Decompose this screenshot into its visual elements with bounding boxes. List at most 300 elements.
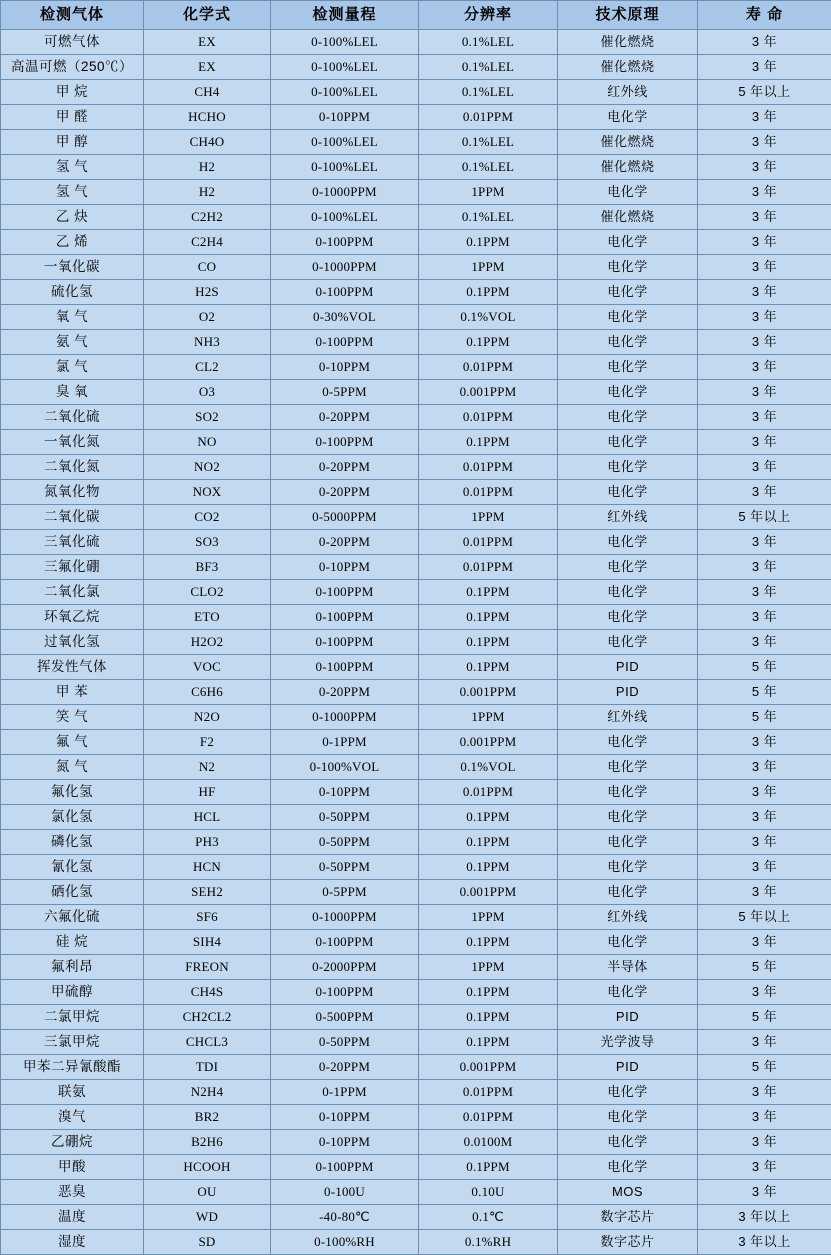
cell-lifetime: 5 年 [698,1005,831,1030]
cell-range: 0-1000PPM [271,905,419,930]
table-row [1,580,831,605]
table-row [1,830,831,855]
table-row [1,730,831,755]
table-row [1,230,831,255]
cell-formula: C2H4 [144,230,271,255]
cell-principle: 电化学 [558,755,698,780]
cell-formula: H2O2 [144,630,271,655]
cell-lifetime: 5 年 [698,705,831,730]
cell-formula: CLO2 [144,580,271,605]
table-row [1,705,831,730]
cell-range: 0-10PPM [271,105,419,130]
cell-formula: WD [144,1205,271,1230]
cell-formula: SD [144,1230,271,1255]
cell-range: 0-500PPM [271,1005,419,1030]
cell-principle: 电化学 [558,405,698,430]
table-row [1,555,831,580]
cell-resolution: 1PPM [419,955,558,980]
cell-range: 0-5PPM [271,880,419,905]
cell-range: 0-20PPM [271,480,419,505]
table-row [1,530,831,555]
table-row [1,1055,831,1080]
cell-resolution: 0.1PPM [419,830,558,855]
cell-resolution: 0.01PPM [419,480,558,505]
cell-formula: NO [144,430,271,455]
cell-formula: SIH4 [144,930,271,955]
cell-resolution: 0.01PPM [419,780,558,805]
cell-resolution: 0.01PPM [419,555,558,580]
cell-formula: C2H2 [144,205,271,230]
cell-formula: BR2 [144,1105,271,1130]
cell-lifetime: 3 年 [698,130,831,155]
cell-formula: NH3 [144,330,271,355]
cell-lifetime: 3 年 [698,780,831,805]
cell-resolution: 0.1PPM [419,980,558,1005]
cell-lifetime: 3 年 [698,930,831,955]
cell-formula: CO [144,255,271,280]
cell-principle: 电化学 [558,930,698,955]
cell-principle: 电化学 [558,280,698,305]
cell-gas: 高温可燃（250℃） [1,55,144,80]
cell-range: 0-100%LEL [271,155,419,180]
cell-principle: 电化学 [558,430,698,455]
cell-range: 0-100%LEL [271,30,419,55]
cell-gas: 六氟化硫 [1,905,144,930]
cell-gas: 甲 醇 [1,130,144,155]
cell-principle: 电化学 [558,255,698,280]
cell-gas: 氮氧化物 [1,480,144,505]
cell-resolution: 0.1PPM [419,655,558,680]
cell-resolution: 0.1PPM [419,230,558,255]
cell-formula: H2S [144,280,271,305]
cell-range: 0-100%VOL [271,755,419,780]
table-row [1,455,831,480]
cell-principle: 半导体 [558,955,698,980]
table-row [1,630,831,655]
cell-lifetime: 3 年 [698,1105,831,1130]
cell-formula: PH3 [144,830,271,855]
cell-resolution: 0.1%LEL [419,80,558,105]
cell-gas: 二氯甲烷 [1,1005,144,1030]
table-row [1,1180,831,1205]
cell-lifetime: 5 年以上 [698,505,831,530]
cell-lifetime: 3 年 [698,1180,831,1205]
cell-lifetime: 5 年 [698,655,831,680]
cell-gas: 乙硼烷 [1,1130,144,1155]
cell-resolution: 0.1℃ [419,1205,558,1230]
cell-lifetime: 3 年 [698,30,831,55]
cell-principle: 电化学 [558,880,698,905]
cell-resolution: 1PPM [419,905,558,930]
cell-lifetime: 3 年 [698,830,831,855]
cell-lifetime: 3 年以上 [698,1205,831,1230]
cell-lifetime: 3 年 [698,205,831,230]
cell-principle: 电化学 [558,830,698,855]
cell-formula: EX [144,55,271,80]
cell-range: 0-100%RH [271,1230,419,1255]
table-row [1,255,831,280]
table-row [1,1005,831,1030]
table-row [1,355,831,380]
cell-principle: 数字芯片 [558,1230,698,1255]
cell-formula: CL2 [144,355,271,380]
cell-formula: SO2 [144,405,271,430]
cell-resolution: 0.1PPM [419,580,558,605]
cell-resolution: 0.01PPM [419,355,558,380]
cell-resolution: 0.1%LEL [419,205,558,230]
cell-range: 0-100%LEL [271,205,419,230]
cell-formula: CO2 [144,505,271,530]
cell-gas: 联氨 [1,1080,144,1105]
table-row [1,380,831,405]
cell-principle: 数字芯片 [558,1205,698,1230]
cell-range: 0-20PPM [271,405,419,430]
cell-resolution: 1PPM [419,180,558,205]
cell-resolution: 0.01PPM [419,1080,558,1105]
cell-formula: OU [144,1180,271,1205]
cell-range: 0-100%LEL [271,130,419,155]
cell-gas: 硒化氢 [1,880,144,905]
table-row [1,205,831,230]
cell-lifetime: 5 年 [698,955,831,980]
cell-resolution: 0.001PPM [419,730,558,755]
cell-resolution: 0.001PPM [419,1055,558,1080]
table-row [1,930,831,955]
table-row [1,880,831,905]
cell-lifetime: 3 年 [698,1130,831,1155]
cell-gas: 乙 烯 [1,230,144,255]
cell-formula: BF3 [144,555,271,580]
cell-range: 0-50PPM [271,855,419,880]
cell-principle: 催化燃烧 [558,30,698,55]
cell-range: 0-10PPM [271,780,419,805]
cell-resolution: 1PPM [419,705,558,730]
cell-lifetime: 3 年 [698,230,831,255]
cell-resolution: 0.1PPM [419,1005,558,1030]
cell-range: 0-1PPM [271,1080,419,1105]
cell-range: 0-20PPM [271,530,419,555]
cell-gas: 氟化氢 [1,780,144,805]
table-row [1,480,831,505]
cell-range: 0-100PPM [271,930,419,955]
cell-resolution: 0.1PPM [419,930,558,955]
cell-range: 0-100PPM [271,330,419,355]
cell-range: 0-100%LEL [271,80,419,105]
cell-resolution: 0.10U [419,1180,558,1205]
cell-resolution: 1PPM [419,505,558,530]
cell-resolution: 0.1%LEL [419,55,558,80]
cell-gas: 氯 气 [1,355,144,380]
table-row [1,505,831,530]
cell-formula: H2 [144,180,271,205]
cell-resolution: 0.1PPM [419,330,558,355]
cell-range: 0-100U [271,1180,419,1205]
cell-gas: 一氧化碳 [1,255,144,280]
cell-lifetime: 3 年 [698,430,831,455]
table-header-row [1,1,831,30]
table-row [1,330,831,355]
cell-principle: 电化学 [558,1155,698,1180]
cell-lifetime: 3 年 [698,255,831,280]
cell-range: 0-100PPM [271,230,419,255]
cell-principle: 电化学 [558,380,698,405]
table-row [1,30,831,55]
cell-principle: 电化学 [558,630,698,655]
table-row [1,305,831,330]
cell-lifetime: 5 年 [698,1055,831,1080]
cell-formula: N2 [144,755,271,780]
cell-lifetime: 3 年 [698,1030,831,1055]
cell-principle: 电化学 [558,805,698,830]
cell-formula: F2 [144,730,271,755]
cell-lifetime: 3 年 [698,380,831,405]
cell-principle: 电化学 [558,855,698,880]
cell-lifetime: 3 年 [698,405,831,430]
table-row [1,855,831,880]
cell-lifetime: 3 年 [698,530,831,555]
cell-resolution: 0.1PPM [419,805,558,830]
cell-formula: O2 [144,305,271,330]
cell-resolution: 0.01PPM [419,405,558,430]
cell-lifetime: 3 年 [698,105,831,130]
cell-resolution: 0.001PPM [419,380,558,405]
table-row [1,430,831,455]
cell-formula: TDI [144,1055,271,1080]
cell-principle: 电化学 [558,530,698,555]
cell-gas: 可燃气体 [1,30,144,55]
cell-lifetime: 3 年 [698,330,831,355]
cell-formula: CH4O [144,130,271,155]
cell-resolution: 0.1PPM [419,605,558,630]
cell-resolution: 0.1%VOL [419,305,558,330]
cell-gas: 溴气 [1,1105,144,1130]
cell-formula: NOX [144,480,271,505]
cell-principle: 电化学 [558,455,698,480]
cell-lifetime: 3 年 [698,1080,831,1105]
cell-gas: 臭 氧 [1,380,144,405]
cell-resolution: 0.1%VOL [419,755,558,780]
cell-resolution: 0.1%RH [419,1230,558,1255]
cell-gas: 笑 气 [1,705,144,730]
cell-lifetime: 3 年 [698,555,831,580]
cell-principle: PID [558,655,698,680]
cell-principle: 电化学 [558,180,698,205]
cell-range: 0-1000PPM [271,255,419,280]
cell-principle: 红外线 [558,705,698,730]
table-row [1,680,831,705]
cell-gas: 温度 [1,1205,144,1230]
cell-range: 0-30%VOL [271,305,419,330]
table-row [1,1230,831,1255]
cell-formula: NO2 [144,455,271,480]
cell-gas: 二氧化氯 [1,580,144,605]
cell-formula: HCL [144,805,271,830]
cell-resolution: 0.1PPM [419,430,558,455]
cell-gas: 甲苯二异氰酸酯 [1,1055,144,1080]
cell-gas: 二氧化氮 [1,455,144,480]
cell-principle: 电化学 [558,555,698,580]
cell-principle: 电化学 [558,580,698,605]
cell-resolution: 0.0100M [419,1130,558,1155]
cell-principle: 催化燃烧 [558,155,698,180]
cell-resolution: 0.1%LEL [419,155,558,180]
cell-formula: SEH2 [144,880,271,905]
cell-gas: 氢 气 [1,180,144,205]
table-row [1,1105,831,1130]
cell-resolution: 0.01PPM [419,455,558,480]
cell-formula: CH4 [144,80,271,105]
cell-lifetime: 3 年 [698,805,831,830]
table-row [1,105,831,130]
cell-lifetime: 5 年以上 [698,80,831,105]
table-row [1,1155,831,1180]
cell-lifetime: 3 年 [698,880,831,905]
cell-gas: 氮 气 [1,755,144,780]
cell-formula: VOC [144,655,271,680]
cell-gas: 甲 苯 [1,680,144,705]
cell-formula: EX [144,30,271,55]
cell-gas: 乙 炔 [1,205,144,230]
column-header-resolution: 分辨率 [419,1,558,30]
cell-lifetime: 3 年以上 [698,1230,831,1255]
cell-range: 0-100PPM [271,580,419,605]
cell-gas: 硅 烷 [1,930,144,955]
cell-range: 0-5000PPM [271,505,419,530]
cell-gas: 挥发性气体 [1,655,144,680]
cell-lifetime: 3 年 [698,305,831,330]
cell-principle: 光学波导 [558,1030,698,1055]
cell-range: 0-1000PPM [271,180,419,205]
table-row [1,130,831,155]
cell-lifetime: 5 年 [698,680,831,705]
cell-principle: 红外线 [558,905,698,930]
table-row [1,980,831,1005]
cell-gas: 氨 气 [1,330,144,355]
cell-formula: CH2CL2 [144,1005,271,1030]
cell-resolution: 0.01PPM [419,1105,558,1130]
table-body [1,30,831,1255]
cell-formula: CH4S [144,980,271,1005]
cell-principle: 电化学 [558,230,698,255]
cell-lifetime: 3 年 [698,480,831,505]
cell-formula: ETO [144,605,271,630]
cell-principle: 电化学 [558,780,698,805]
cell-lifetime: 3 年 [698,580,831,605]
cell-lifetime: 3 年 [698,155,831,180]
cell-principle: 电化学 [558,1130,698,1155]
cell-formula: N2H4 [144,1080,271,1105]
cell-resolution: 0.01PPM [419,105,558,130]
cell-range: 0-2000PPM [271,955,419,980]
cell-lifetime: 3 年 [698,355,831,380]
cell-range: 0-100PPM [271,655,419,680]
cell-formula: FREON [144,955,271,980]
cell-gas: 恶臭 [1,1180,144,1205]
cell-range: 0-1000PPM [271,705,419,730]
cell-principle: 电化学 [558,730,698,755]
table-row [1,905,831,930]
table-row [1,605,831,630]
cell-principle: PID [558,1055,698,1080]
table-row [1,1030,831,1055]
cell-formula: CHCL3 [144,1030,271,1055]
cell-principle: MOS [558,1180,698,1205]
cell-range: 0-1PPM [271,730,419,755]
cell-principle: 催化燃烧 [558,55,698,80]
cell-formula: HCHO [144,105,271,130]
cell-gas: 甲酸 [1,1155,144,1180]
cell-formula: B2H6 [144,1130,271,1155]
column-header-range: 检测量程 [271,1,419,30]
table-row [1,180,831,205]
cell-gas: 甲 烷 [1,80,144,105]
cell-formula: HCN [144,855,271,880]
cell-lifetime: 5 年以上 [698,905,831,930]
cell-range: 0-5PPM [271,380,419,405]
cell-principle: 红外线 [558,80,698,105]
cell-formula: N2O [144,705,271,730]
table-row [1,1080,831,1105]
column-header-formula: 化学式 [144,1,271,30]
cell-formula: C6H6 [144,680,271,705]
cell-range: 0-10PPM [271,1130,419,1155]
cell-gas: 甲硫醇 [1,980,144,1005]
cell-resolution: 0.1PPM [419,855,558,880]
cell-resolution: 0.1PPM [419,1030,558,1055]
cell-range: 0-10PPM [271,355,419,380]
table-row [1,955,831,980]
cell-range: 0-20PPM [271,680,419,705]
cell-gas: 三氟化硼 [1,555,144,580]
cell-gas: 二氧化硫 [1,405,144,430]
cell-principle: PID [558,1005,698,1030]
cell-lifetime: 3 年 [698,755,831,780]
cell-range: 0-20PPM [271,455,419,480]
table-row [1,1130,831,1155]
cell-gas: 氢 气 [1,155,144,180]
cell-range: 0-10PPM [271,1105,419,1130]
table-row [1,755,831,780]
cell-resolution: 0.1PPM [419,630,558,655]
cell-principle: 电化学 [558,1105,698,1130]
cell-principle: 电化学 [558,305,698,330]
cell-formula: SF6 [144,905,271,930]
cell-range: -40-80℃ [271,1205,419,1230]
cell-gas: 二氧化碳 [1,505,144,530]
cell-lifetime: 3 年 [698,855,831,880]
table-row [1,780,831,805]
cell-range: 0-20PPM [271,1055,419,1080]
cell-principle: 催化燃烧 [558,130,698,155]
cell-resolution: 1PPM [419,255,558,280]
cell-principle: 电化学 [558,105,698,130]
cell-lifetime: 3 年 [698,280,831,305]
cell-principle: 电化学 [558,605,698,630]
cell-range: 0-50PPM [271,830,419,855]
cell-gas: 氟利昂 [1,955,144,980]
cell-gas: 三氧化硫 [1,530,144,555]
cell-formula: SO3 [144,530,271,555]
table-row [1,55,831,80]
cell-gas: 氯化氢 [1,805,144,830]
cell-range: 0-100PPM [271,605,419,630]
cell-resolution: 0.001PPM [419,880,558,905]
cell-gas: 氟 气 [1,730,144,755]
column-header-lifetime: 寿 命 [698,1,831,30]
cell-gas: 甲 醛 [1,105,144,130]
cell-gas: 硫化氢 [1,280,144,305]
cell-gas: 过氧化氢 [1,630,144,655]
